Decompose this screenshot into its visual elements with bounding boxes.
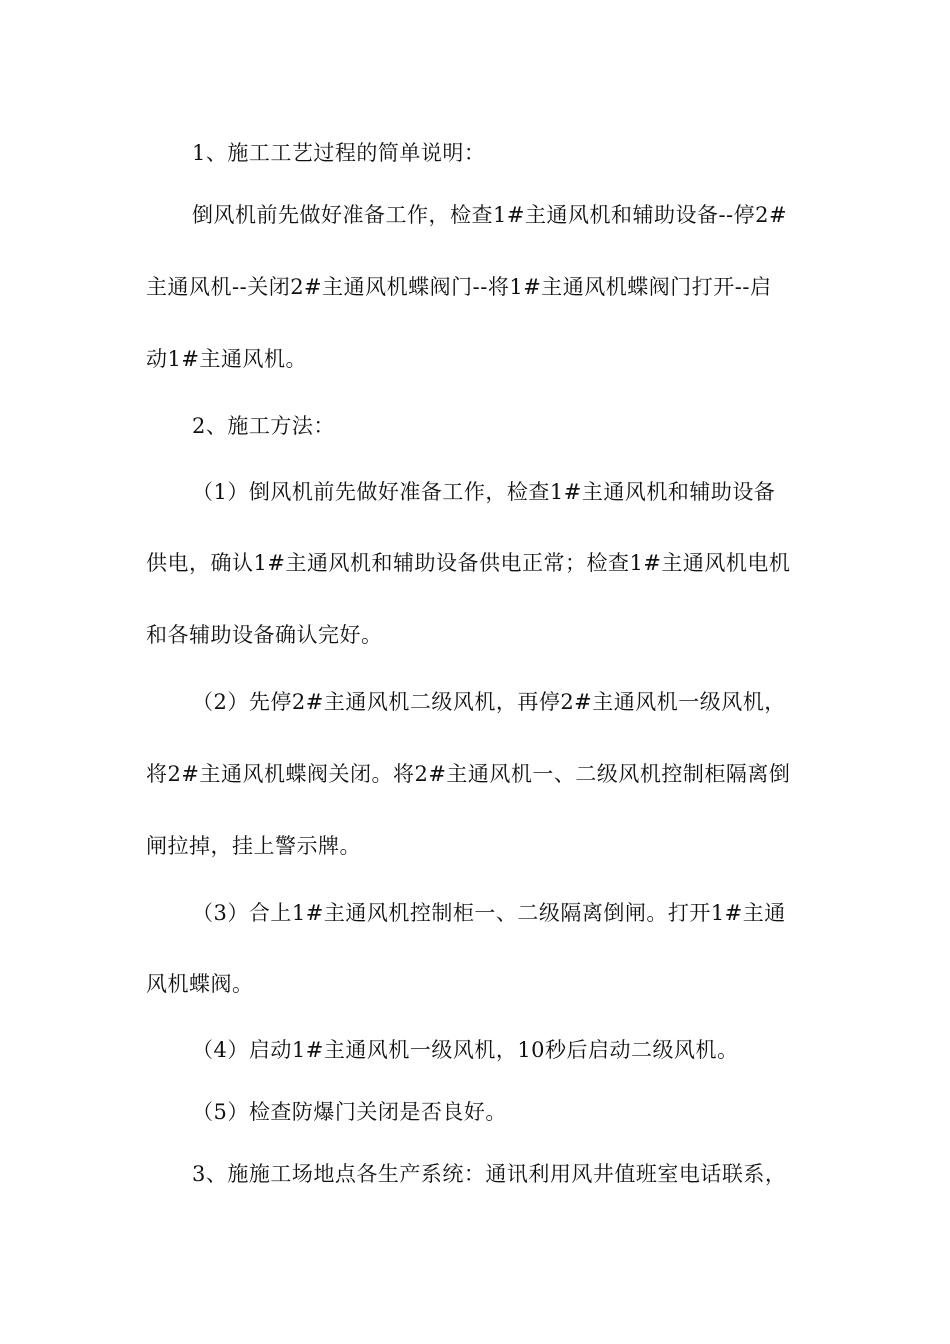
step-1-line: （1）倒风机前先做好准备工作，检查1#主通风机和辅助设备 (192, 480, 776, 504)
paragraph-line: 倒风机前先做好准备工作，检查1#主通风机和辅助设备--停2# (192, 203, 788, 227)
paragraph-line: 动1#主通风机。 (146, 347, 307, 371)
step-3-line: （3）合上1#主通风机控制柜一、二级隔离倒闸。打开1#主通 (192, 901, 786, 925)
heading-1-process-description: 1、施工工艺过程的简单说明： (192, 141, 486, 165)
step-3-line: 风机蝶阀。 (146, 972, 254, 996)
heading-3-production-systems: 3、施施工场地点各生产系统：通讯利用风井值班室电话联系， (192, 1162, 787, 1186)
step-2-line: （2）先停2#主通风机二级风机，再停2#主通风机一级风机， (192, 690, 786, 714)
paragraph-line: 主通风机--关闭2#主通风机蝶阀门--将1#主通风机蝶阀门打开--启 (146, 275, 772, 299)
step-5-line: （5）检查防爆门关闭是否良好。 (192, 1100, 507, 1124)
step-1-line: 和各辅助设备确认完好。 (146, 623, 383, 647)
step-2-line: 闸拉掉，挂上警示牌。 (146, 834, 361, 858)
step-4-line: （4）启动1#主通风机一级风机，10秒后启动二级风机。 (192, 1038, 739, 1062)
heading-2-construction-method: 2、施工方法： (192, 414, 335, 438)
step-1-line: 供电，确认1#主通风机和辅助设备供电正常；检查1#主通风机电机 (146, 551, 791, 575)
step-2-line: 将2#主通风机蝶阀关闭。将2#主通风机一、二级风机控制柜隔离倒 (146, 762, 791, 786)
